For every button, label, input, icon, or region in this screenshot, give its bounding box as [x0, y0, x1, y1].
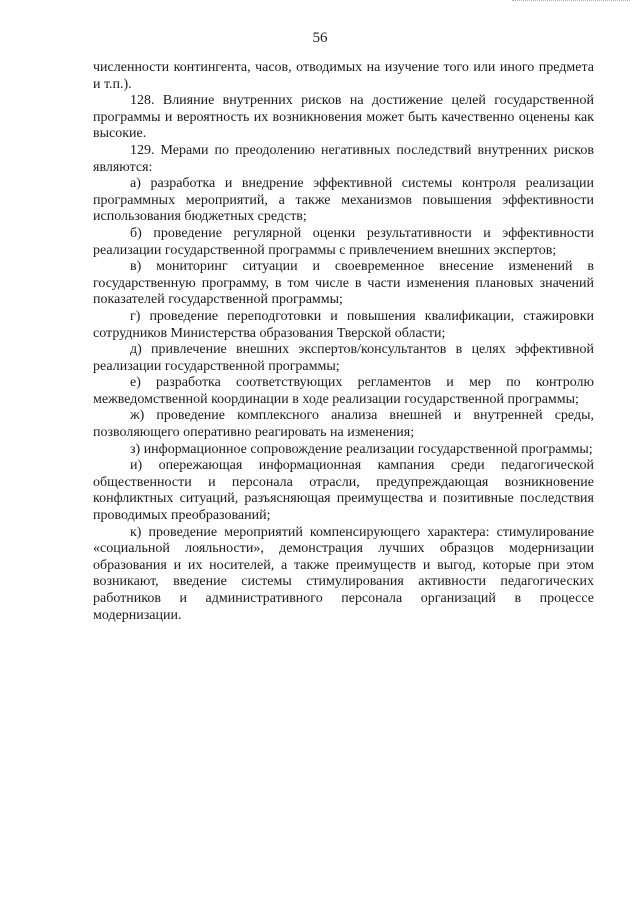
list-item-a: а) разработка и внедрение эффективной системы контроля реализации программных мероприятий, а также механизмов повышения эффективности использования бюджетных средств;: [93, 176, 594, 225]
page-number: 56: [312, 30, 328, 46]
list-item-i: и) опережающая информационная кампания среди педагогической общественности и персонала отрасли, предупреждающая возникновение конфликтных ситуаций, разъясняющая преимущества и позитивные последствия проводимых преобразований;: [93, 458, 594, 524]
scan-corner-mark: [512, 0, 630, 2]
list-item-e: е) разработка соответствующих регламентов и мер по контролю межведомственной координации в ходе реализации государственной программы;: [93, 375, 594, 407]
list-item-g: г) проведение переподготовки и повышения квалификации, стажировки сотрудников Министерства образования Тверской области;: [93, 308, 594, 341]
list-item-zh: ж) проведение комплексного анализа внешней и внутренней среды, позволяющего оперативно реагировать на изменения;: [93, 408, 594, 441]
list-item-z: з) информационное сопровождение реализации государственной программы;: [130, 441, 593, 457]
list-item-b: б) проведение регулярной оценки результативности и эффективности реализации государственной программы с привлечением внешних экспертов;: [93, 225, 594, 258]
paragraph-129: 129. Мерами по преодолению негативных последствий внутренних рисков являются:: [93, 142, 594, 175]
document-body: [93, 60, 594, 624]
list-item-d: д) привлечение внешних экспертов/консультантов в целях эффективной реализации государственной программы;: [93, 342, 594, 374]
list-item-k: к) проведение мероприятий компенсирующего характера: стимулирование «социальной лояльности», демонстрация лучших образцов модернизации образования и их носителей, а также преимуществ и выгод, которые при этом возникают, введение системы стимулирования активности педагогических работников и административного персонала организаций в процессе модернизации.: [93, 524, 594, 623]
paragraph-128: 128. Влияние внутренних рисков на достижение целей государственной программы и вероятность их возникновения может быть качественно оценены как высокие.: [93, 93, 594, 142]
list-item-v: в) мониторинг ситуации и своевременное внесение изменений в государственную программу, в том числе в части изменения плановых значений показателей государственной программы;: [93, 259, 594, 308]
paragraph-continuation: численности контингента, часов, отводимых на изучение того или иного предмета и т.п.).: [93, 60, 594, 92]
